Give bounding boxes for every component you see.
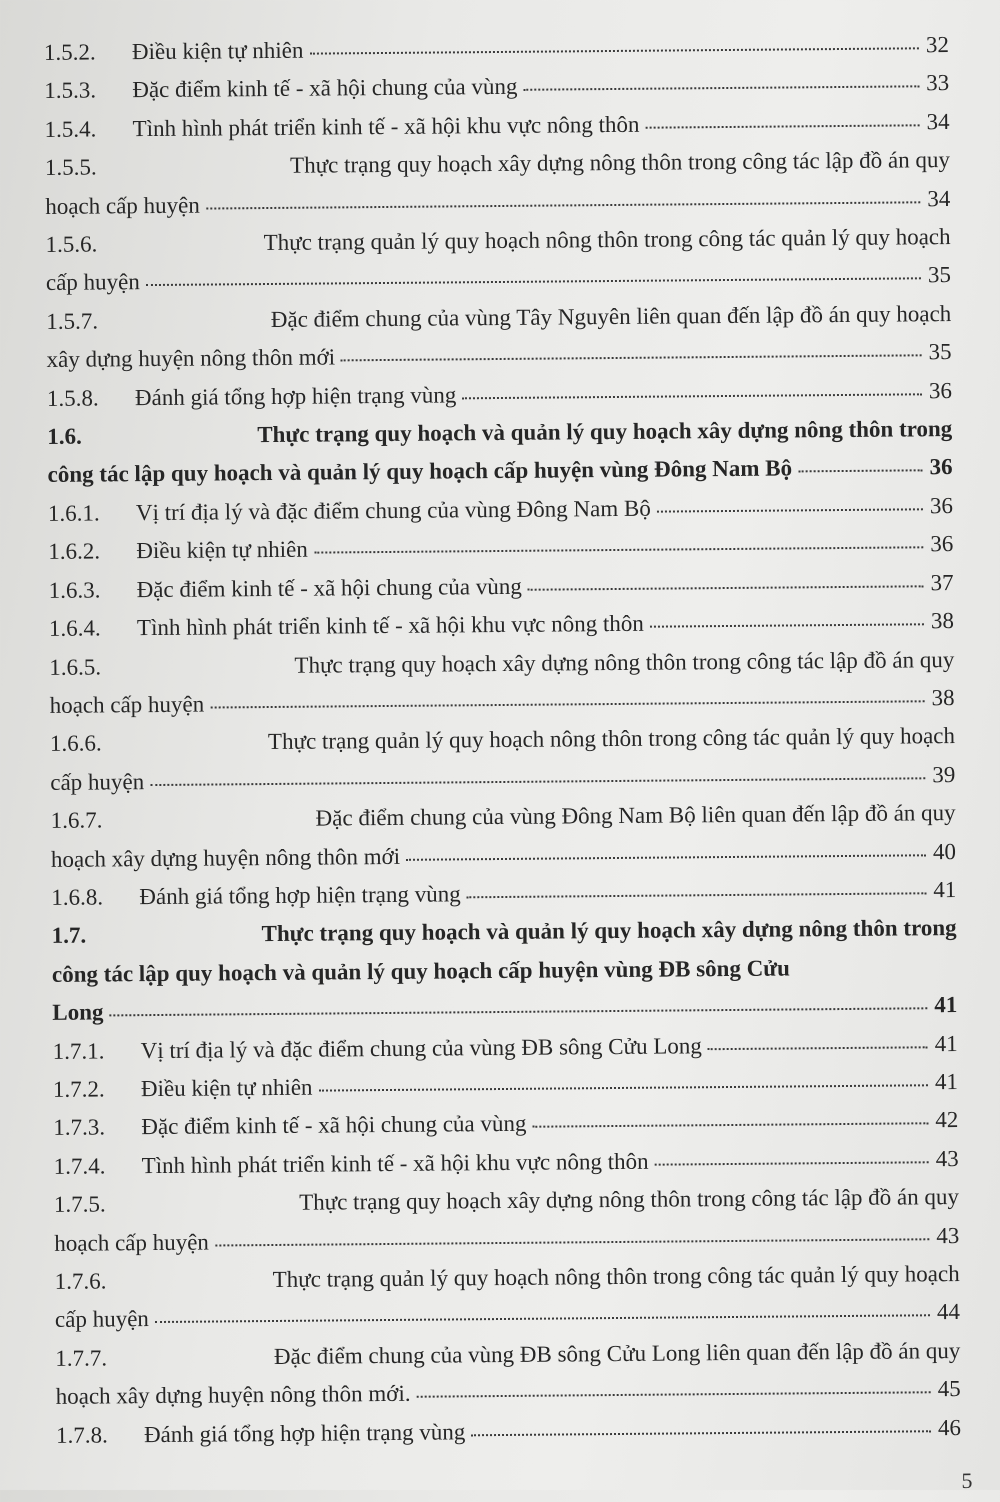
toc-entry — [56, 1409, 961, 1455]
toc-entry-number: 1.5.8. — [46, 385, 99, 411]
toc-entry-title: Thực trạng quản lý quy hoạch nông thôn trong công tác quản lý quy hoạch — [263, 224, 951, 256]
toc-entry-number: 1.5.5. — [44, 154, 97, 181]
toc-entry-line — [54, 1178, 959, 1224]
toc-entry-line — [51, 909, 956, 955]
toc-entry-number: 1.6.4. — [48, 615, 101, 642]
toc-page-number: 37 — [930, 569, 954, 595]
toc-page-number: 38 — [930, 608, 955, 634]
dot-leader — [657, 507, 923, 512]
toc-entry-line — [55, 1255, 960, 1301]
dot-leader — [319, 1083, 928, 1091]
dot-leader — [528, 584, 924, 590]
toc-entry-line — [45, 141, 950, 187]
toc-entry-number: 1.6.1. — [47, 500, 100, 526]
toc-entry-title: Tình hình phát triển kinh tế - xã hội khu vực nông thôn — [132, 111, 640, 141]
dot-leader — [206, 200, 920, 209]
toc-entry-number: 1.6.5. — [49, 653, 102, 680]
toc-entry-title: Điều kiện tự nhiên — [140, 1074, 313, 1102]
toc-page-number: 41 — [933, 876, 957, 903]
toc-entry-title: hoạch cấp huyện — [49, 691, 205, 718]
toc-entry-title: Thực trạng quy hoạch xây dựng nông thôn trong công tác lập đồ án quy — [299, 1184, 960, 1215]
toc-entry-line — [49, 641, 954, 687]
toc-entry-title: Thực trạng quy hoạch và quản lý quy hoạch xây dựng nông thôn trong — [261, 915, 957, 947]
toc-page-number: 35 — [927, 262, 952, 288]
toc-entry-title: Thực trạng quy hoạch và quản lý quy hoạch xây dựng nông thôn trong — [257, 416, 953, 448]
toc-entry — [50, 794, 956, 879]
toc-entry-number: 1.6.7. — [50, 807, 103, 834]
toc-entry-title: Đặc điểm chung của vùng Tây Nguyên liên quan đến lập đồ án quy hoạch — [270, 300, 952, 332]
toc-entry — [49, 641, 955, 726]
dot-leader — [155, 1314, 930, 1324]
toc-entry-number: 1.5.7. — [46, 308, 99, 334]
dot-leader — [341, 354, 922, 362]
toc-entry-line — [45, 218, 950, 264]
toc-entry-title: hoạch xây dựng huyện nông thôn mới — [50, 843, 401, 872]
toc-entry-title: Thực trạng quản lý quy hoạch nông thôn trong công tác quản lý quy hoạch — [272, 1261, 960, 1293]
dot-leader — [467, 891, 927, 898]
dot-leader — [523, 85, 919, 91]
toc-entry-number: 1.7.8. — [55, 1422, 108, 1448]
toc-page-number: 36 — [929, 492, 954, 519]
toc-entry-title: Đặc điểm chung của vùng ĐB sông Cửu Long liên quan đến lập đồ án quy — [273, 1337, 961, 1369]
toc-entry-number: 1.6.8. — [51, 884, 104, 910]
toc-entry-title: xây dựng huyện nông thôn mới — [46, 344, 336, 373]
toc-page-number: 45 — [937, 1376, 961, 1402]
toc-entry — [55, 1255, 961, 1340]
dot-leader — [532, 1122, 928, 1128]
toc-page-number: 33 — [926, 70, 950, 96]
toc-entry-number: 1.7.7. — [55, 1345, 108, 1371]
toc-entry-line — [50, 717, 955, 763]
toc-entry-number: 1.7. — [51, 922, 87, 949]
toc-page-number: 34 — [927, 185, 951, 211]
toc-page-number: 35 — [928, 339, 952, 365]
toc-entry-number: 1.5.4. — [44, 116, 97, 142]
dot-leader — [798, 469, 923, 473]
toc-entry-line — [47, 410, 952, 456]
toc-page-number: 36 — [929, 454, 953, 480]
toc-entry — [45, 218, 951, 303]
toc-page-number: 39 — [932, 761, 956, 787]
toc-entry-title: cấp huyện — [54, 1306, 149, 1333]
toc-entry-line — [50, 794, 955, 840]
toc-page-number: 36 — [928, 377, 953, 403]
toc-entry-number: 1.6.3. — [48, 577, 101, 603]
toc-entry-title: Đặc điểm kinh tế - xã hội chung của vùng — [132, 74, 518, 103]
toc-entry-title: Đánh giá tổng hợp hiện trạng vùng — [143, 1418, 466, 1447]
dot-leader — [406, 853, 926, 861]
toc-entry — [46, 295, 952, 380]
toc-page-number: 32 — [925, 32, 950, 58]
dot-leader — [210, 699, 924, 708]
toc-page-number: 41 — [934, 1068, 959, 1095]
dot-leader — [150, 776, 925, 786]
toc-entry-title: Đánh giá tổng hợp hiện trạng vùng — [134, 382, 457, 410]
toc-page-number: 43 — [936, 1222, 960, 1248]
dot-leader — [645, 123, 919, 128]
toc-entry-title: công tác lập quy hoạch và quản lý quy hoạch cấp huyện vùng ĐB sông Cửu — [51, 955, 790, 987]
toc-entry-title: Long — [52, 999, 104, 1026]
toc-entry-title: hoạch xây dựng huyện nông thôn mới. — [55, 1381, 411, 1410]
dot-leader — [462, 392, 922, 399]
toc-entry-title: Tình hình phát triển kinh tế - xã hội khu vực nông thôn — [136, 610, 644, 641]
dot-leader — [314, 546, 923, 554]
dot-leader — [655, 1160, 929, 1165]
toc-entry-line — [56, 1409, 961, 1455]
toc-entry-title: Đánh giá tổng hợp hiện trạng vùng — [139, 881, 461, 910]
toc-entry-title: công tác lập quy hoạch và quản lý quy hoạch cấp huyện vùng Đông Nam Bộ — [47, 455, 793, 488]
toc-entry — [50, 717, 956, 802]
table-of-contents — [44, 26, 961, 1455]
toc-page-number: 41 — [934, 992, 958, 1018]
toc-page-number: 38 — [931, 684, 955, 711]
toc-page-number: 44 — [936, 1299, 961, 1325]
toc-entry-number: 1.7.1. — [52, 1038, 105, 1064]
dot-leader — [417, 1390, 931, 1397]
toc-entry-number: 1.5.3. — [44, 77, 97, 104]
toc-entry-line — [55, 1332, 960, 1378]
toc-entry-number: 1.6.2. — [48, 538, 101, 565]
dot-leader — [109, 1006, 927, 1016]
dot-leader — [215, 1237, 929, 1246]
toc-entry-number: 1.7.5. — [53, 1191, 106, 1218]
toc-entry-title: cấp huyện — [50, 768, 145, 795]
dot-leader — [471, 1429, 931, 1436]
toc-page-number: 36 — [930, 531, 954, 557]
toc-page-number: 34 — [926, 108, 950, 135]
toc-entry-number: 1.7.2. — [52, 1076, 105, 1102]
toc-entry-line — [46, 295, 951, 341]
toc-entry-number: 1.6.6. — [49, 730, 102, 757]
toc-page-number: 46 — [937, 1414, 962, 1440]
toc-page-number: 41 — [934, 1030, 958, 1056]
toc-page-number: 42 — [935, 1107, 959, 1133]
toc-entry-title: Đặc điểm kinh tế - xã hội chung của vùng — [136, 573, 522, 602]
toc-entry — [55, 1332, 961, 1417]
toc-entry-title: Tình hình phát triển kinh tế - xã hội khu vực nông thôn — [141, 1148, 649, 1178]
toc-entry-title: Đặc điểm chung của vùng Đông Nam Bộ liên quan đến lập đồ án quy — [315, 800, 956, 831]
toc-entry-title: Điều kiện tự nhiên — [136, 536, 308, 564]
toc-entry-title: hoạch cấp huyện — [45, 192, 200, 219]
toc-entry — [47, 410, 953, 495]
toc-entry-number: 1.6. — [47, 423, 82, 450]
toc-entry — [45, 141, 951, 226]
dot-leader — [309, 46, 918, 54]
toc-entry — [54, 1178, 960, 1263]
toc-entry-title: Đặc điểm kinh tế - xã hội chung của vùng — [141, 1111, 527, 1140]
toc-entry-title: cấp huyện — [45, 269, 140, 296]
dot-leader — [708, 1045, 928, 1050]
toc-entry-title: Vị trí địa lý và đặc điểm chung của vùng Đông Nam Bộ — [135, 495, 651, 526]
toc-entry — [51, 909, 957, 1032]
toc-entry-number: 1.7.6. — [54, 1268, 107, 1294]
toc-entry-number: 1.5.6. — [45, 231, 98, 257]
toc-entry-title: hoạch cấp huyện — [54, 1229, 209, 1256]
toc-entry-number: 1.5.2. — [43, 39, 96, 65]
toc-entry-title: Thực trạng quản lý quy hoạch nông thôn trong công tác quản lý quy hoạch — [267, 723, 956, 755]
toc-entry-number: 1.7.4. — [53, 1153, 106, 1179]
toc-entry-title: Thực trạng quy hoạch xây dựng nông thôn trong công tác lập đồ án quy — [294, 646, 955, 678]
toc-entry-number: 1.7.3. — [53, 1114, 106, 1141]
toc-entry-title: Vị trí địa lý và đặc điểm chung của vùng ĐB sông Cửu Long — [140, 1032, 702, 1063]
dot-leader — [146, 277, 921, 287]
toc-entry-title: Thực trạng quy hoạch xây dựng nông thôn trong công tác lập đồ án quy — [289, 147, 951, 179]
toc-page-number: 40 — [932, 838, 957, 864]
toc-entry-title: Điều kiện tự nhiên — [131, 37, 304, 65]
page-number: 5 — [961, 1467, 973, 1494]
dot-leader — [650, 622, 924, 627]
toc-page-number: 43 — [935, 1145, 959, 1171]
